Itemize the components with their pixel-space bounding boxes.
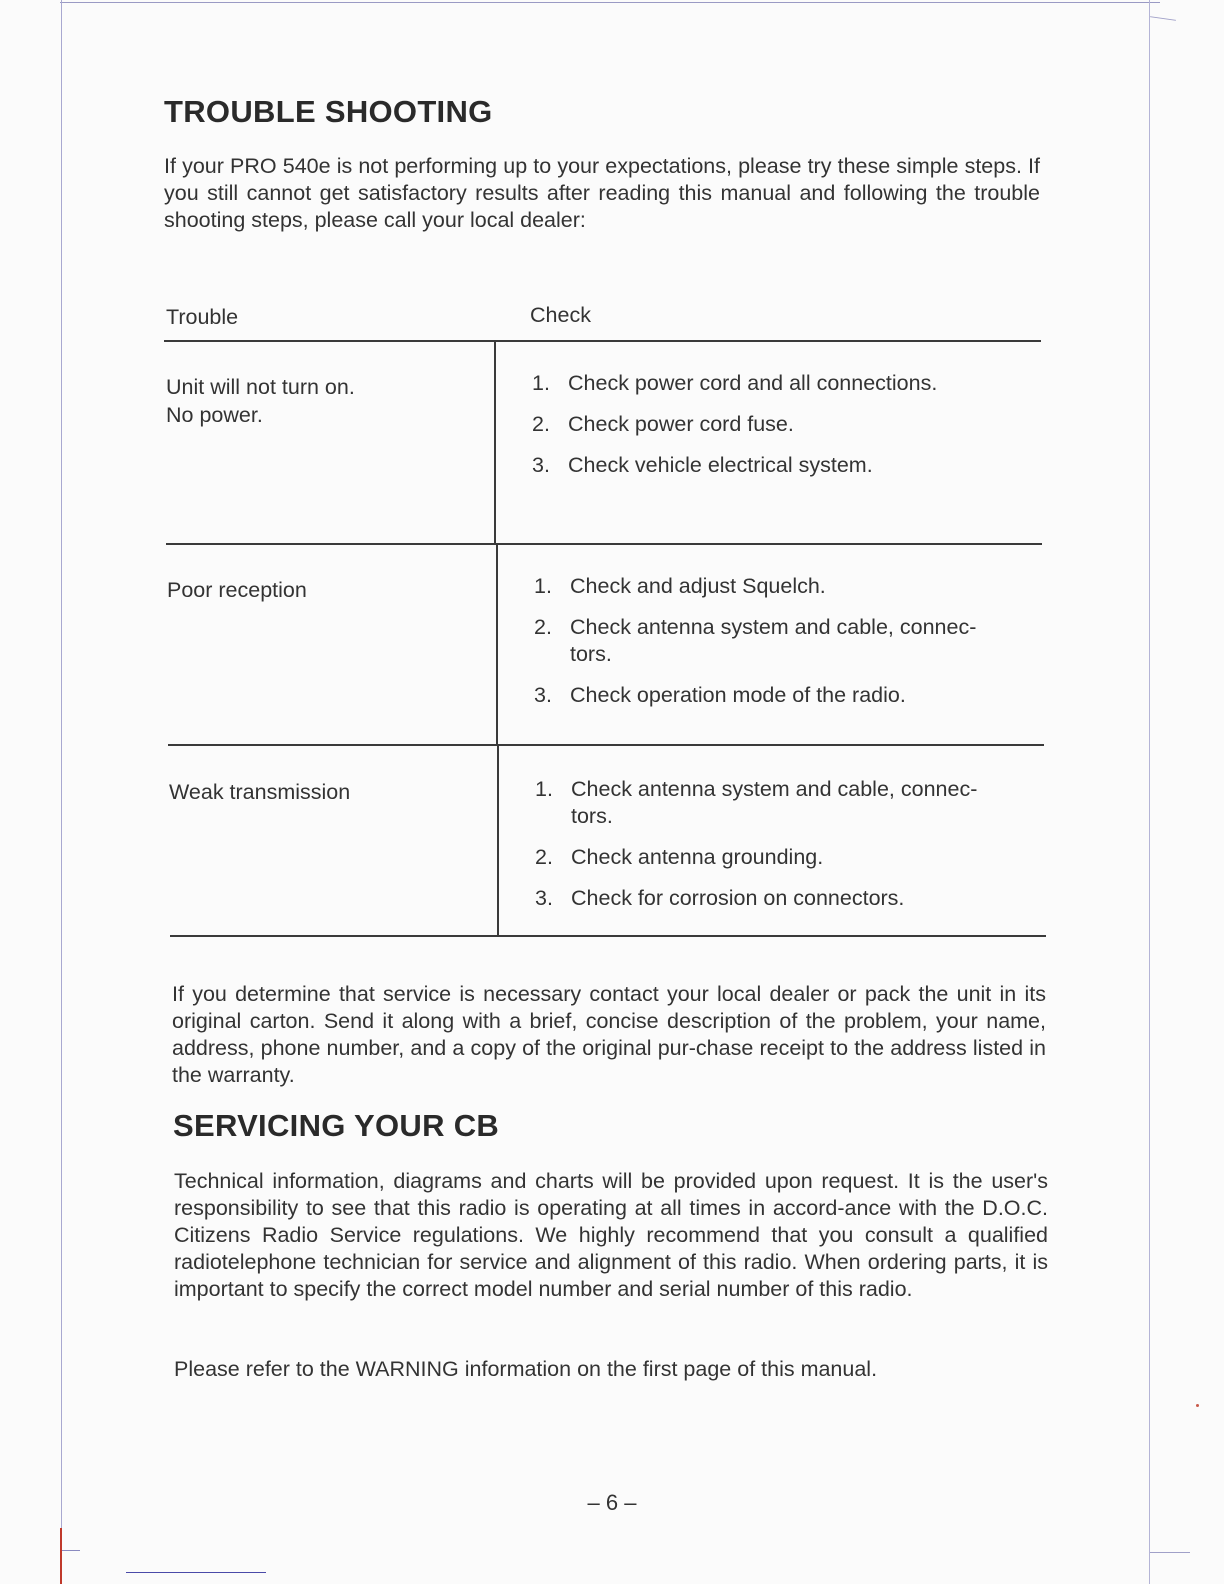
check-text: Check operation mode of the radio. bbox=[570, 683, 906, 707]
check-number: 2. bbox=[532, 412, 550, 436]
trouble-shooting-intro: If your PRO 540e is not performing up to your expectations, please try these simple steps. If you still cannot get satisfactory results after reading this manual and following the trouble shooting steps, please call your local dealer: bbox=[164, 154, 1040, 232]
table-rule bbox=[164, 340, 1041, 342]
check-number: 2. bbox=[534, 615, 552, 639]
check-list bbox=[532, 370, 1012, 493]
check-item bbox=[535, 885, 1015, 912]
check-number: 3. bbox=[534, 683, 552, 707]
table-divider bbox=[494, 341, 496, 545]
check-text: Check vehicle electrical system. bbox=[568, 453, 873, 477]
scan-edge-tick bbox=[1150, 1552, 1190, 1553]
check-item bbox=[534, 682, 1014, 709]
scan-edge-tick bbox=[1150, 16, 1176, 21]
table-header-trouble: Trouble bbox=[166, 305, 239, 329]
check-list bbox=[534, 573, 1014, 723]
trouble-cell: Poor reception bbox=[167, 578, 307, 602]
scan-edge-left bbox=[61, 0, 62, 1560]
check-text: Check power cord and all connections. bbox=[568, 371, 938, 395]
check-item bbox=[534, 573, 1014, 600]
check-number: 1. bbox=[532, 371, 550, 395]
scan-edge-right bbox=[1149, 0, 1150, 1584]
check-item bbox=[534, 614, 1014, 668]
scan-mark-red bbox=[60, 1528, 62, 1584]
check-number: 1. bbox=[535, 777, 553, 801]
check-text: Check for corrosion on connectors. bbox=[571, 886, 905, 910]
trouble-cell: Weak transmission bbox=[169, 780, 351, 804]
check-number: 1. bbox=[534, 574, 552, 598]
trouble-cell: Unit will not turn on. No power. bbox=[166, 375, 355, 427]
table-divider bbox=[497, 745, 499, 937]
check-item bbox=[535, 844, 1015, 871]
check-text: Check antenna system and cable, connec-tors. bbox=[570, 615, 977, 666]
check-number: 2. bbox=[535, 845, 553, 869]
page-number: – 6 – bbox=[587, 1490, 637, 1515]
check-item bbox=[532, 370, 1012, 397]
check-text: Check and adjust Squelch. bbox=[570, 574, 826, 598]
table-header-check: Check bbox=[530, 303, 591, 327]
check-text: Check power cord fuse. bbox=[568, 412, 794, 436]
scan-edge-top bbox=[60, 2, 1160, 3]
table-rule bbox=[166, 543, 1042, 545]
check-list bbox=[535, 776, 1015, 926]
check-number: 3. bbox=[532, 453, 550, 477]
check-number: 3. bbox=[535, 886, 553, 910]
scan-edge-tick bbox=[62, 1550, 80, 1551]
table-rule bbox=[168, 744, 1044, 746]
check-text: Check antenna system and cable, connec-tors. bbox=[571, 777, 978, 828]
table-divider bbox=[496, 544, 498, 746]
check-text: Check antenna grounding. bbox=[571, 845, 824, 869]
service-note: If you determine that service is necessary contact your local dealer or pack the unit in its original carton. Send it along with a brief, concise description of the problem, your name, address, phone number, and a copy of the original pur-chase receipt to the address listed in the warranty. bbox=[172, 982, 1046, 1087]
servicing-title: SERVICING YOUR CB bbox=[173, 1108, 500, 1143]
warning-reference: Please refer to the WARNING information on the first page of this manual. bbox=[174, 1357, 878, 1381]
check-item bbox=[535, 776, 1015, 830]
check-item bbox=[532, 411, 1012, 438]
trouble-shooting-title: TROUBLE SHOOTING bbox=[164, 94, 493, 129]
servicing-body: Technical information, diagrams and charts will be provided upon request. It is the user's responsibility to see that this radio is operating at all times in accord-ance with the D.O.C. Citizens Radio Service regulations. We highly recommend that you consult a qualified radiotelephone technician for service and alignment of this radio. When ordering parts, it is important to specify the correct model number and serial number of this radio. bbox=[174, 1169, 1048, 1301]
table-rule bbox=[170, 935, 1046, 937]
scan-edge-bottom bbox=[126, 1572, 266, 1573]
scan-speck bbox=[1196, 1404, 1199, 1407]
check-item bbox=[532, 452, 1012, 479]
